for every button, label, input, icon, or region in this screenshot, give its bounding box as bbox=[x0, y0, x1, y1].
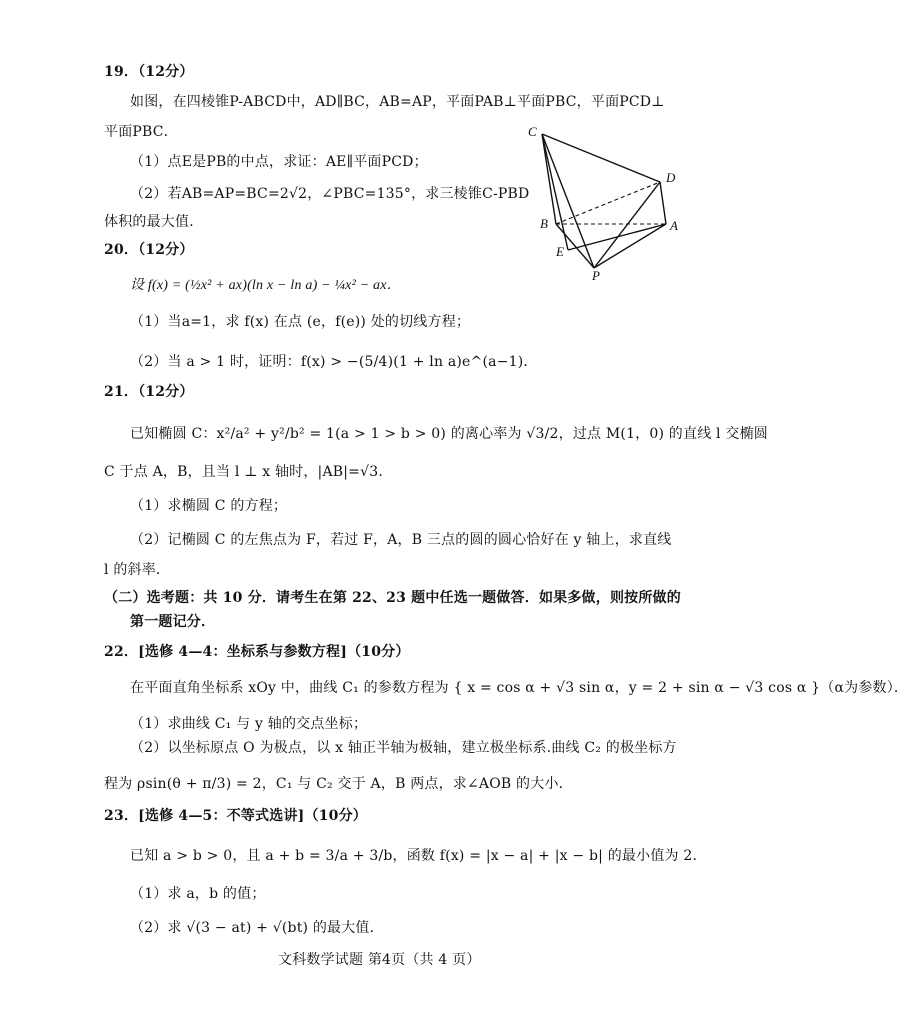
label-p: P bbox=[592, 268, 600, 283]
page-footer: 文科数学试题 第4页（共 4 页） bbox=[278, 952, 481, 968]
q22-line-2: （1）求曲线 C₁ 与 y 轴的交点坐标； bbox=[130, 716, 368, 732]
q20-line-2: （1）当a=1，求 f(x) 在点 (e，f(e)) 处的切线方程； bbox=[130, 314, 471, 330]
q21-line-4: （2）记椭圆 C 的左焦点为 F，若过 F，A，B 三点的圆的圆心恰好在 y 轴上，求直线 bbox=[130, 532, 672, 548]
edge-cd bbox=[542, 134, 660, 182]
label-e: E bbox=[556, 244, 564, 259]
label-c: C bbox=[528, 124, 537, 139]
q22-line-4: 程为 ρsin(θ + π/3) = 2，C₁ 与 C₂ 交于 A，B 两点，求∠AOB 的大小． bbox=[104, 776, 573, 792]
edge-cb bbox=[542, 134, 556, 224]
pyramid-figure bbox=[520, 120, 690, 283]
q20-header: 20．（12分） bbox=[104, 242, 194, 258]
q21-line-5: l 的斜率． bbox=[104, 562, 171, 578]
q19-header: 19．（12分） bbox=[104, 64, 194, 80]
q21-line-1: 已知椭圆 C：x²/a² + y²/b² = 1(a > 1 > b > 0) 的离心率为 √3/2，过点 M(1，0) 的直线 l 交椭圆 bbox=[130, 426, 768, 442]
q23-header: 23．[选修 4—5：不等式选讲]（10分） bbox=[104, 808, 367, 824]
q23-line-1: 已知 a > b > 0，且 a + b = 3/a + 3/b，函数 f(x) = |x − a| + |x − b| 的最小值为 2. bbox=[130, 848, 698, 864]
q20-line-1: 设 f(x) = (½x² + ax)(ln x − ln a) − ¼x² − ax． bbox=[130, 278, 401, 293]
label-b: B bbox=[540, 216, 548, 231]
q19-line-5: 体积的最大值． bbox=[104, 214, 204, 230]
q22-line-1: 在平面直角坐标系 xOy 中，曲线 C₁ 的参数方程为 { x = cos α + √3 sin α，y = 2 + sin α − √3 cos α }（α为参数）． bbox=[130, 680, 908, 696]
q23-line-3: （2）求 √(3 − at) + √(bt) 的最大值． bbox=[130, 920, 384, 936]
edge-dp bbox=[594, 182, 660, 268]
q21-header: 21．（12分） bbox=[104, 384, 194, 400]
label-a: A bbox=[670, 218, 678, 233]
q19-line-4: （2）若AB=AP=BC=2√2，∠PBC=135°，求三棱锥C-PBD bbox=[130, 186, 530, 202]
edge-ap bbox=[594, 224, 666, 268]
q21-line-2: C 于点 A，B，且当 l ⊥ x 轴时，|AB|=√3． bbox=[104, 464, 393, 480]
q19-line-3: （1）点E是PB的中点，求证：AE∥平面PCD； bbox=[130, 154, 428, 170]
q19-line-2: 平面PBC． bbox=[104, 124, 178, 140]
q20-line-3: （2）当 a > 1 时，证明：f(x) > −(5/4)(1 + ln a)e^(a−1)． bbox=[130, 354, 538, 370]
q23-line-2: （1）求 a，b 的值； bbox=[130, 886, 266, 902]
section-2-line-1: （二）选考题：共 10 分．请考生在第 22、23 题中任选一题做答．如果多做，则按所做的 bbox=[104, 590, 681, 606]
edge-da bbox=[660, 182, 666, 224]
q21-line-3: （1）求椭圆 C 的方程； bbox=[130, 498, 288, 514]
label-d: D bbox=[666, 170, 676, 185]
q22-header: 22．[选修 4—4：坐标系与参数方程]（10分） bbox=[104, 644, 410, 660]
section-2-line-2: 第一题记分． bbox=[130, 614, 216, 630]
q19-line-1: 如图，在四棱锥P-ABCD中，AD∥BC，AB=AP，平面PAB⊥平面PBC，平面PCD⊥ bbox=[130, 94, 665, 110]
q22-line-3: （2）以坐标原点 O 为极点，以 x 轴正半轴为极轴，建立极坐标系.曲线 C₂ 的极坐标方 bbox=[130, 740, 677, 756]
